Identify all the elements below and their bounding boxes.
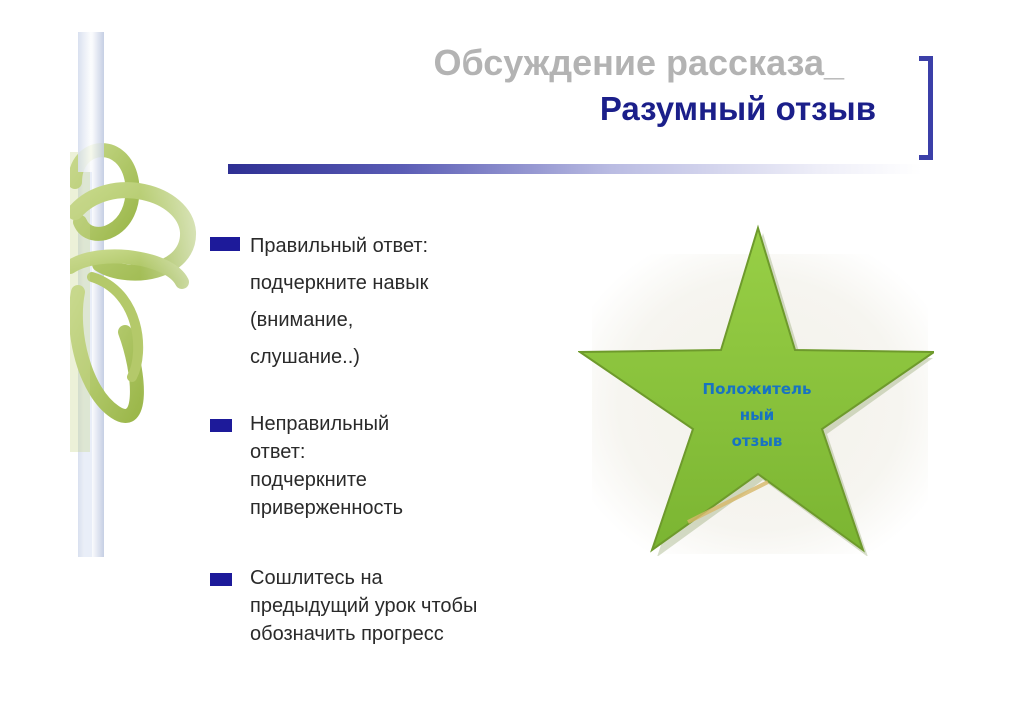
title-line-2: Разумный отзыв <box>599 90 876 127</box>
title-bracket <box>919 56 933 160</box>
bullet-item-correct-answer <box>210 232 428 376</box>
bullet-text: Сошлитесь на предыдущий урок чтобы обозначить прогресс <box>250 567 478 645</box>
star-label: Положитель ный отзыв <box>702 380 812 450</box>
title-line-1: Обсуждение рассказа_ <box>433 42 844 83</box>
bullet-square-icon <box>210 419 232 432</box>
rope-pole-decoration <box>70 32 200 557</box>
bullet-text: Неправильный ответ: подчеркните приверженность <box>250 413 404 519</box>
bullet-item-wrong-answer <box>210 414 403 522</box>
bullet-square-icon <box>210 573 232 586</box>
bullet-square-icon <box>210 237 240 251</box>
bullet-text: Правильный ответ: подчеркните навык (внимание, слушание..) <box>250 235 429 368</box>
bullet-item-previous-lesson <box>210 568 477 648</box>
title-underline-bar <box>228 164 922 174</box>
